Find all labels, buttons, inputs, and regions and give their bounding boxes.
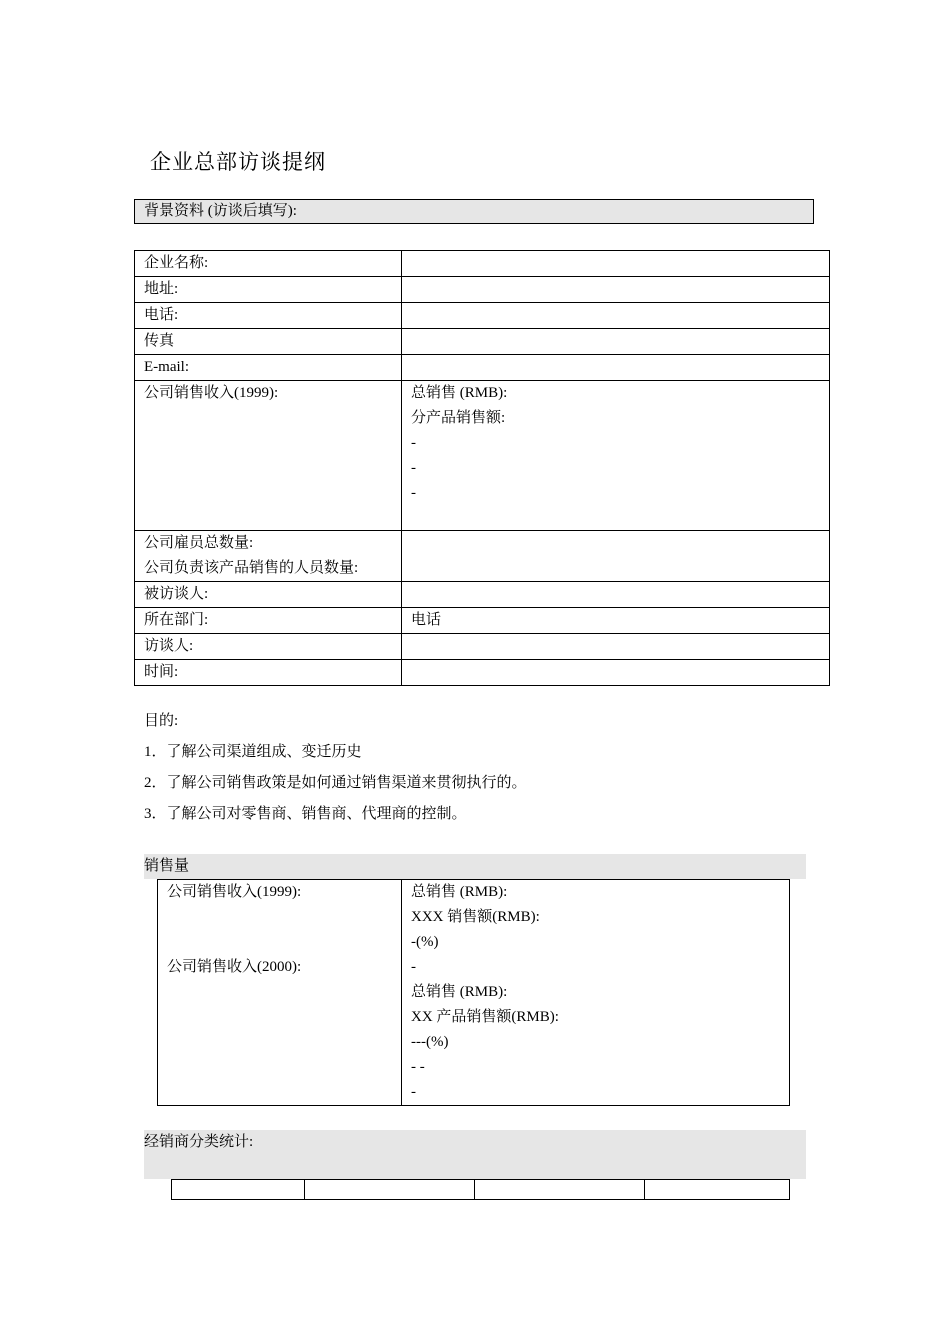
table-row [135,277,830,303]
distributor-cell [172,1180,305,1200]
email-value [402,355,830,381]
sales-labels-cell [158,880,402,1106]
table-row [135,608,830,634]
sales-line: -(%) [411,934,439,950]
fax-value [402,329,830,355]
interviewee-value [402,582,830,608]
table-row [135,251,830,277]
employees-total-label: 公司雇员总数量: [144,535,254,551]
sales-section-header: 销售量 [144,854,806,879]
address-label: 地址: [135,277,402,303]
table-row [135,303,830,329]
sales-line: 总销售 (RMB): [411,984,508,1000]
fax-label: 传真 [135,329,402,355]
purpose-item: 3．了解公司对零售商、销售商、代理商的控制。 [144,806,467,822]
sales-1999-label: 公司销售收入(1999): [167,884,302,900]
revenue-label: 公司销售收入(1999): [135,381,402,531]
sales-line: XXX 销售额(RMB): [411,909,540,925]
table-row [135,660,830,686]
background-section-header: 背景资料 (访谈后填写): [134,199,814,224]
sales-values-cell [402,880,790,1106]
address-value [402,277,830,303]
sales-line: - [411,1084,416,1100]
company-name-value [402,251,830,277]
distributor-section-header: 经销商分类统计: [144,1130,806,1179]
table-row [135,355,830,381]
sales-line: - - [411,1059,425,1075]
revenue-dash: - [411,460,416,476]
department-label: 所在部门: [135,608,402,634]
revenue-dash: - [411,485,416,501]
table-row [158,880,790,1106]
distributor-cell [475,1180,645,1200]
sales-2000-label: 公司销售收入(2000): [167,959,302,975]
interviewee-label: 被访谈人: [135,582,402,608]
revenue-total: 总销售 (RMB): [411,385,508,401]
interviewer-value [402,634,830,660]
purpose-item: 2．了解公司销售政策是如何通过销售渠道来贯彻执行的。 [144,775,527,791]
sales-line: - [411,959,416,975]
purpose-heading: 目的: [144,713,179,729]
distributor-table [171,1179,790,1200]
revenue-value [402,381,830,531]
table-row [135,531,830,582]
time-value [402,660,830,686]
phone-label: 电话: [135,303,402,329]
phone-value [402,303,830,329]
revenue-dash: - [411,435,416,451]
revenue-by-product: 分产品销售额: [411,410,506,426]
employees-sales-label: 公司负责该产品销售的人员数量: [144,560,359,576]
table-row [135,582,830,608]
sales-line: XX 产品销售额(RMB): [411,1009,559,1025]
sales-table [157,879,790,1106]
distributor-cell [645,1180,790,1200]
sales-line: ---(%) [411,1034,449,1050]
purpose-item: 1．了解公司渠道组成、变迁历史 [144,744,362,760]
table-row [135,634,830,660]
company-info-table [134,250,830,686]
page-title: 企业总部访谈提纲 [150,150,326,174]
table-row [135,329,830,355]
interviewer-label: 访谈人: [135,634,402,660]
distributor-cell [305,1180,475,1200]
department-value: 电话 [402,608,830,634]
sales-line: 总销售 (RMB): [411,884,508,900]
table-row [135,381,830,531]
employees-value [402,531,830,582]
employees-label [135,531,402,582]
table-row [172,1180,790,1200]
company-name-label: 企业名称: [135,251,402,277]
email-label: E-mail: [135,355,402,381]
time-label: 时间: [135,660,402,686]
